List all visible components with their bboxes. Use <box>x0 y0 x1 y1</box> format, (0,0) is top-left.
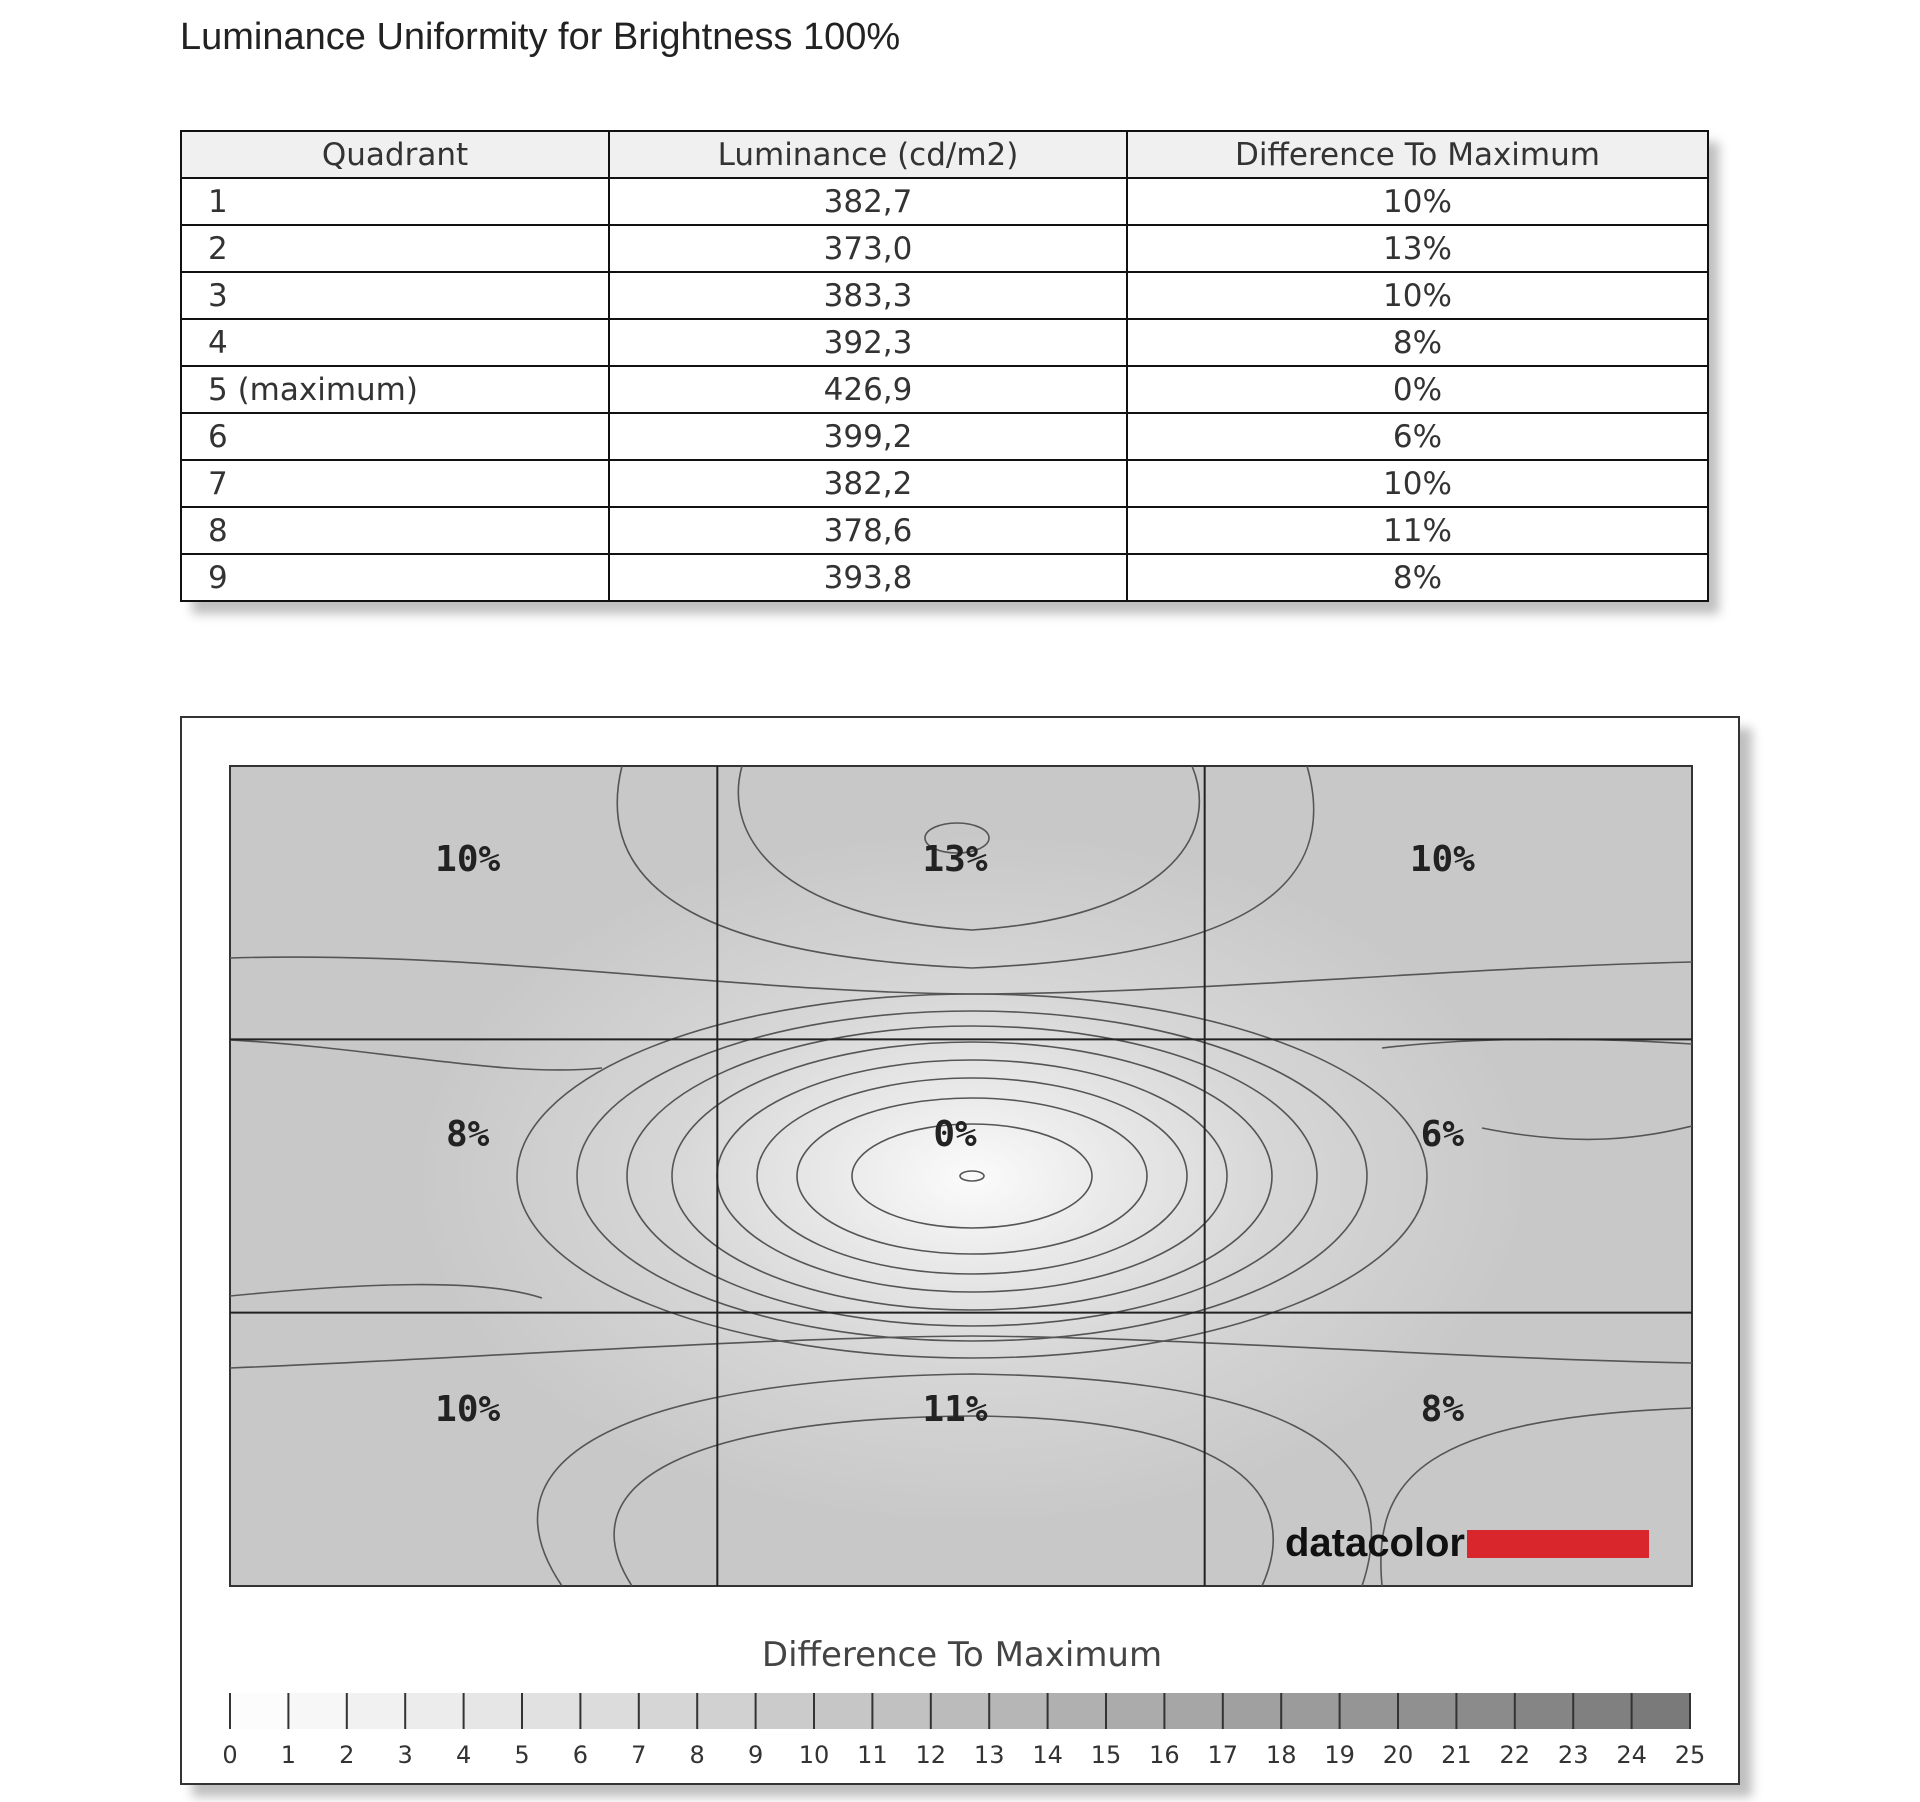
scale-swatch <box>1573 1693 1631 1729</box>
cell-label-quadrant-2: 13% <box>922 839 988 880</box>
scale-title: Difference To Maximum <box>761 1635 1163 1675</box>
scale-swatch <box>1223 1693 1281 1729</box>
table-row <box>181 319 1708 366</box>
scale-swatch <box>405 1693 463 1729</box>
scale-swatch <box>230 1693 288 1729</box>
luminance-table <box>180 130 1707 602</box>
scale-tick-label: 2 <box>339 1741 355 1769</box>
cell-luminance: 426,9 <box>609 366 1127 413</box>
scale-tick-label: 3 <box>397 1741 413 1769</box>
cell-difference: 10% <box>1127 178 1708 225</box>
cell-label-quadrant-1: 10% <box>435 839 501 880</box>
scale-tick-label: 12 <box>915 1741 947 1769</box>
scale-swatch <box>872 1693 930 1729</box>
scale-tick-label: 9 <box>747 1741 764 1769</box>
cell-label-quadrant-9: 8% <box>1420 1389 1465 1430</box>
table-row <box>181 554 1708 601</box>
scale-swatch <box>1164 1693 1222 1729</box>
scale-swatch <box>1048 1693 1106 1729</box>
logo-text: datacolor <box>1284 1521 1465 1565</box>
scale-tick-label: 16 <box>1149 1741 1180 1769</box>
cell-label-quadrant-7: 10% <box>435 1389 501 1430</box>
scale-swatches <box>230 1693 1690 1729</box>
cell-difference: 0% <box>1127 366 1708 413</box>
table-row <box>181 272 1708 319</box>
cell-quadrant: 4 <box>181 319 609 366</box>
cell-luminance: 373,0 <box>609 225 1127 272</box>
cell-difference: 8% <box>1127 554 1708 601</box>
cell-difference: 8% <box>1127 319 1708 366</box>
cell-label-quadrant-3: 10% <box>1409 839 1475 880</box>
scale-tick-label: 19 <box>1324 1741 1355 1769</box>
scale-tick-label: 13 <box>973 1741 1005 1769</box>
cell-luminance: 392,3 <box>609 319 1127 366</box>
cell-difference: 6% <box>1127 413 1708 460</box>
cell-luminance: 382,2 <box>609 460 1127 507</box>
cell-quadrant: 7 <box>181 460 609 507</box>
scale-swatch <box>347 1693 405 1729</box>
scale-swatch <box>1632 1693 1690 1729</box>
cell-label-quadrant-5: 0% <box>933 1114 977 1155</box>
cell-label-quadrant-6: 6% <box>1420 1114 1465 1155</box>
scale-swatch <box>1106 1693 1164 1729</box>
scale-tick-label: 14 <box>1032 1741 1063 1769</box>
cell-quadrant: 5 (maximum) <box>181 366 609 413</box>
uniformity-chart <box>180 716 1740 1785</box>
scale-tick-label: 17 <box>1207 1741 1239 1769</box>
cell-quadrant: 8 <box>181 507 609 554</box>
table-row <box>181 413 1708 460</box>
cell-difference: 10% <box>1127 272 1708 319</box>
uniformity-heatmap <box>182 718 1742 1787</box>
table-row <box>181 460 1708 507</box>
scale-tick-label: 10 <box>798 1741 830 1769</box>
scale-tick-label: 21 <box>1441 1741 1472 1769</box>
scale-swatch <box>814 1693 872 1729</box>
header-luminance: Luminance (cd/m2) <box>609 131 1127 178</box>
scale-swatch <box>1515 1693 1573 1729</box>
scale-swatch <box>464 1693 522 1729</box>
scale-swatch <box>931 1693 989 1729</box>
scale-tick-label: 22 <box>1499 1741 1531 1769</box>
scale-swatch <box>989 1693 1047 1729</box>
cell-difference: 13% <box>1127 225 1708 272</box>
header-quadrant: Quadrant <box>181 131 609 178</box>
cell-quadrant: 9 <box>181 554 609 601</box>
cell-quadrant: 1 <box>181 178 609 225</box>
scale-swatch <box>288 1693 346 1729</box>
cell-difference: 10% <box>1127 460 1708 507</box>
cell-label-quadrant-4: 8% <box>445 1114 490 1155</box>
table-row <box>181 366 1708 413</box>
header-difference: Difference To Maximum <box>1127 131 1708 178</box>
page-title: Luminance Uniformity for Brightness 100% <box>180 16 901 58</box>
scale-swatch <box>697 1693 755 1729</box>
scale-tick-label: 20 <box>1382 1741 1414 1769</box>
scale-tick-label: 0 <box>222 1741 238 1769</box>
table-header-row <box>181 131 1708 178</box>
scale-swatch <box>1398 1693 1456 1729</box>
table-row <box>181 225 1708 272</box>
cell-luminance: 383,3 <box>609 272 1127 319</box>
scale-swatch <box>580 1693 638 1729</box>
scale-swatch <box>639 1693 697 1729</box>
scale-swatch <box>1281 1693 1339 1729</box>
scale-tick-label: 8 <box>689 1741 705 1769</box>
scale-tick-label: 7 <box>631 1741 647 1769</box>
scale-swatch <box>756 1693 814 1729</box>
scale-swatch <box>1340 1693 1398 1729</box>
cell-difference: 11% <box>1127 507 1708 554</box>
scale-tick-label: 15 <box>1090 1741 1122 1769</box>
scale-tick-label: 25 <box>1674 1741 1706 1769</box>
cell-luminance: 399,2 <box>609 413 1127 460</box>
logo-red-bar <box>1467 1530 1649 1558</box>
scale-tick-label: 11 <box>857 1741 888 1769</box>
cell-label-quadrant-8: 11% <box>922 1389 988 1430</box>
scale-tick-label: 23 <box>1557 1741 1589 1769</box>
scale-tick-label: 4 <box>455 1741 472 1769</box>
scale-tick-label: 5 <box>514 1741 530 1769</box>
cell-luminance: 393,8 <box>609 554 1127 601</box>
cell-quadrant: 2 <box>181 225 609 272</box>
cell-luminance: 378,6 <box>609 507 1127 554</box>
scale-tick-label: 1 <box>280 1741 297 1769</box>
cell-luminance: 382,7 <box>609 178 1127 225</box>
scale-swatch <box>1456 1693 1514 1729</box>
scale-tick-label: 6 <box>572 1741 589 1769</box>
cell-quadrant: 6 <box>181 413 609 460</box>
plot-area <box>230 766 1692 1586</box>
table-row <box>181 178 1708 225</box>
scale-tick-label: 24 <box>1616 1741 1647 1769</box>
scale-tick-label: 18 <box>1265 1741 1297 1769</box>
scale-swatch <box>522 1693 580 1729</box>
table-row <box>181 507 1708 554</box>
cell-quadrant: 3 <box>181 272 609 319</box>
